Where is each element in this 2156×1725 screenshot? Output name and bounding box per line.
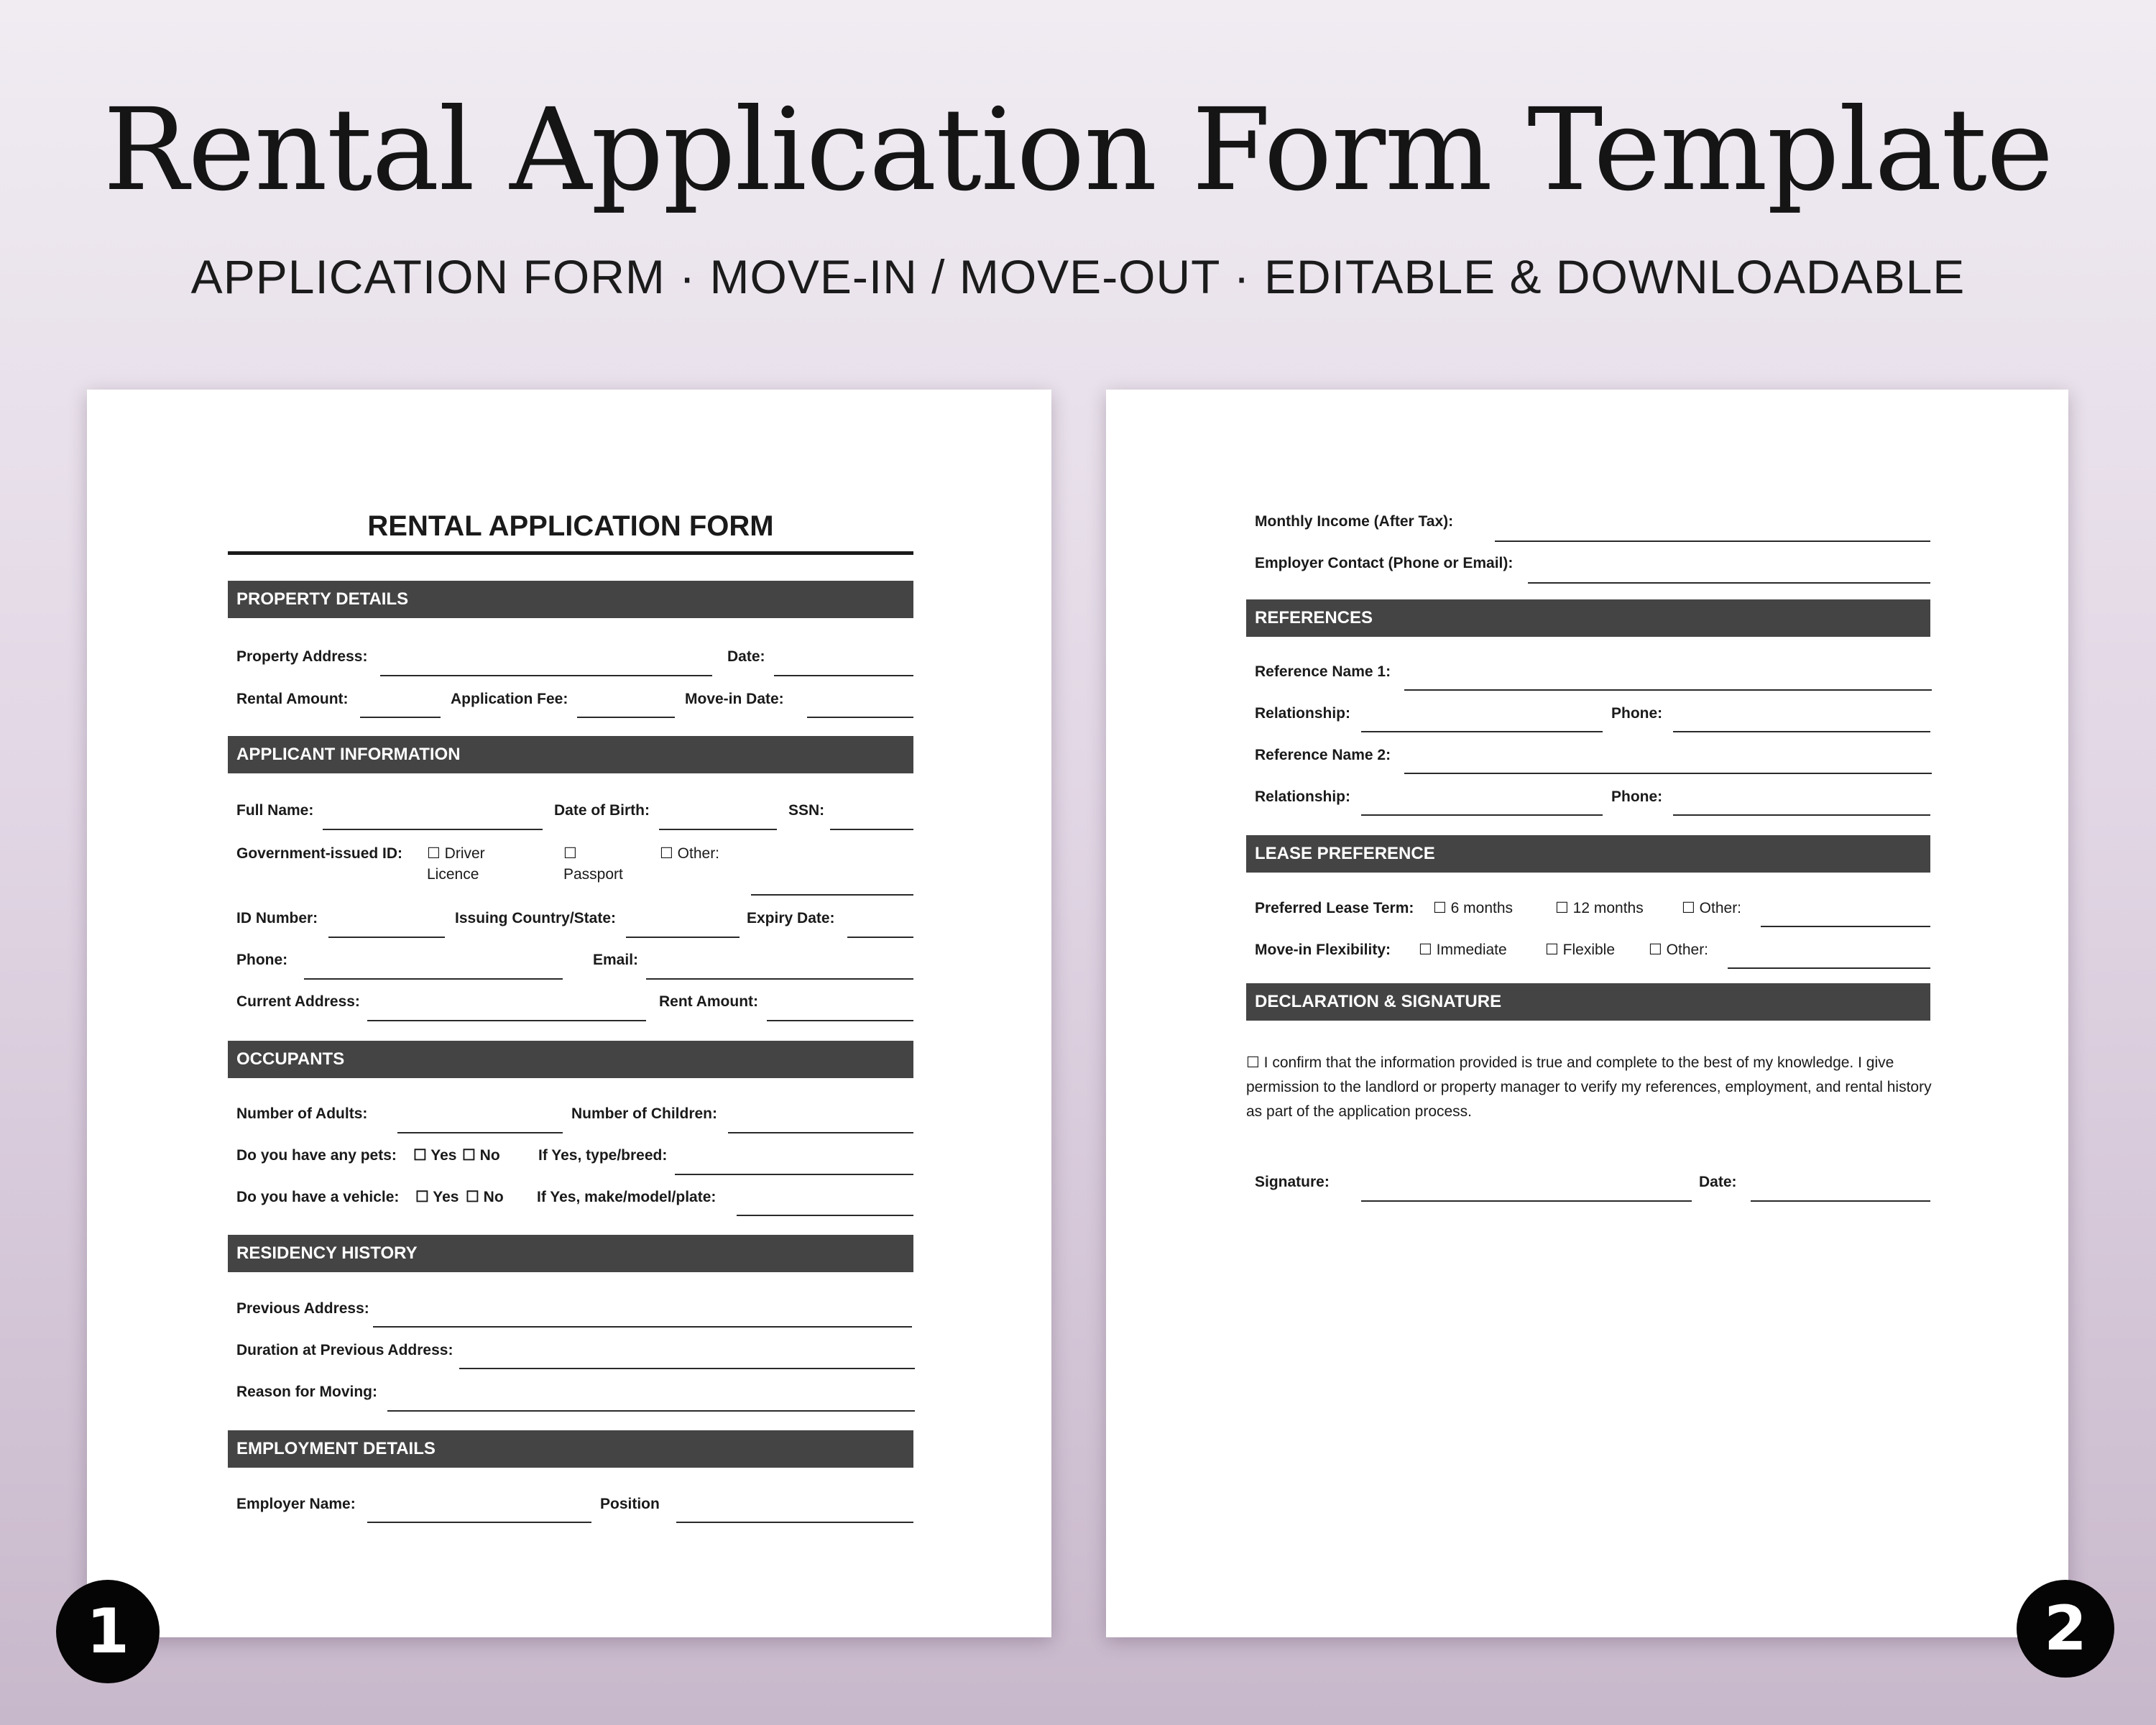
lease-other-checkbox[interactable]: ☐ Other: (1682, 900, 1742, 916)
previous-address-label: Previous Address: (236, 1300, 369, 1317)
phone-1-label: Phone: (1611, 705, 1663, 722)
date-field[interactable] (774, 675, 913, 676)
driver-licence-checkbox[interactable]: ☐ Driver (427, 845, 485, 862)
current-address-field[interactable] (367, 1020, 646, 1021)
form-page-1 (87, 390, 1051, 1637)
move-in-date-label: Move-in Date: (685, 691, 784, 707)
section-residency-history: RESIDENCY HISTORY (228, 1235, 913, 1272)
email-label: Email: (593, 952, 639, 968)
id-number-field[interactable] (328, 937, 445, 938)
employer-contact-label: Employer Contact (Phone or Email): (1255, 555, 1514, 571)
id-other-field[interactable] (751, 894, 913, 896)
six-months-checkbox[interactable]: ☐ 6 months (1433, 900, 1514, 916)
ssn-label: SSN: (788, 802, 825, 819)
lease-term-label: Preferred Lease Term: (1255, 900, 1414, 916)
rent-amount-field[interactable] (767, 1020, 913, 1021)
flexibility-other-field[interactable] (1728, 967, 1930, 969)
phone-1-field[interactable] (1673, 731, 1930, 732)
property-address-field[interactable] (380, 675, 712, 676)
section-declaration-signature: DECLARATION & SIGNATURE (1246, 983, 1930, 1021)
relationship-1-label: Relationship: (1255, 705, 1351, 722)
number-of-children-field[interactable] (728, 1132, 913, 1133)
form-title: RENTAL APPLICATION FORM (228, 508, 913, 555)
phone-field[interactable] (304, 978, 563, 980)
issuing-country-label: Issuing Country/State: (455, 910, 617, 926)
reference-name-2-label: Reference Name 2: (1255, 747, 1391, 763)
number-of-children-label: Number of Children: (571, 1105, 717, 1122)
employer-contact-field[interactable] (1528, 582, 1930, 584)
passport-checkbox[interactable]: ☐ (563, 845, 577, 862)
government-id-label: Government-issued ID: (236, 845, 403, 862)
full-name-label: Full Name: (236, 802, 314, 819)
banner-subtitle: APPLICATION FORM · MOVE-IN / MOVE-OUT · EDITABLE & DOWNLOADABLE (190, 250, 1966, 303)
reason-for-moving-field[interactable] (387, 1410, 915, 1412)
date-of-birth-label: Date of Birth: (554, 802, 650, 819)
ssn-field[interactable] (830, 829, 913, 830)
section-employment-details: EMPLOYMENT DETAILS (228, 1430, 913, 1468)
flexible-checkbox[interactable]: ☐ Flexible (1545, 942, 1616, 958)
immediate-checkbox[interactable]: ☐ Immediate (1419, 942, 1507, 958)
move-in-date-field[interactable] (807, 717, 913, 718)
page-number-badge-1: 1 (56, 1580, 160, 1683)
date-of-birth-field[interactable] (659, 829, 777, 830)
previous-address-field[interactable] (373, 1326, 912, 1328)
expiry-date-label: Expiry Date: (747, 910, 835, 926)
reason-for-moving-label: Reason for Moving: (236, 1384, 378, 1400)
lease-other-field[interactable] (1761, 926, 1930, 927)
relationship-2-field[interactable] (1361, 814, 1603, 816)
number-of-adults-label: Number of Adults: (236, 1105, 368, 1122)
position-field[interactable] (676, 1522, 913, 1523)
flexibility-other-checkbox[interactable]: ☐ Other: (1649, 942, 1709, 958)
reference-name-1-label: Reference Name 1: (1255, 663, 1391, 680)
section-occupants: OCCUPANTS (228, 1041, 913, 1078)
relationship-1-field[interactable] (1361, 731, 1603, 732)
email-field[interactable] (646, 978, 913, 980)
reference-name-2-field[interactable] (1404, 773, 1932, 774)
pets-no-checkbox[interactable]: ☐ No (462, 1147, 500, 1164)
full-name-field[interactable] (323, 829, 543, 830)
application-fee-field[interactable] (577, 717, 675, 718)
signature-date-field[interactable] (1751, 1200, 1930, 1202)
move-in-flexibility-label: Move-in Flexibility: (1255, 942, 1391, 958)
current-address-label: Current Address: (236, 993, 360, 1010)
expiry-date-field[interactable] (847, 937, 913, 938)
phone-label: Phone: (236, 952, 288, 968)
section-applicant-information: APPLICANT INFORMATION (228, 736, 913, 773)
id-other-checkbox[interactable]: ☐ Other: (660, 845, 720, 862)
rental-amount-field[interactable] (360, 717, 441, 718)
issuing-country-field[interactable] (626, 937, 740, 938)
vehicle-yes-checkbox[interactable]: ☐ Yes (415, 1189, 459, 1205)
vehicle-no-checkbox[interactable]: ☐ No (466, 1189, 504, 1205)
duration-label: Duration at Previous Address: (236, 1342, 453, 1358)
pets-label: Do you have any pets: (236, 1147, 397, 1164)
driver-licence-label: Licence (427, 866, 479, 883)
pets-type-field[interactable] (675, 1174, 913, 1175)
section-property-details: PROPERTY DETAILS (228, 581, 913, 618)
monthly-income-label: Monthly Income (After Tax): (1255, 513, 1454, 530)
vehicle-label: Do you have a vehicle: (236, 1189, 400, 1205)
section-lease-preference: LEASE PREFERENCE (1246, 835, 1930, 873)
pets-type-label: If Yes, type/breed: (538, 1147, 668, 1164)
rent-amount-label: Rent Amount: (659, 993, 759, 1010)
twelve-months-checkbox[interactable]: ☐ 12 months (1555, 900, 1644, 916)
property-address-label: Property Address: (236, 648, 368, 665)
phone-2-label: Phone: (1611, 788, 1663, 805)
vehicle-detail-label: If Yes, make/model/plate: (537, 1189, 717, 1205)
reference-name-1-field[interactable] (1404, 689, 1932, 691)
rental-amount-label: Rental Amount: (236, 691, 349, 707)
monthly-income-field[interactable] (1495, 540, 1930, 542)
phone-2-field[interactable] (1673, 814, 1930, 816)
passport-label: Passport (563, 866, 623, 883)
form-page-2 (1106, 390, 2068, 1637)
signature-date-label: Date: (1699, 1174, 1737, 1190)
pets-yes-checkbox[interactable]: ☐ Yes (413, 1147, 457, 1164)
vehicle-detail-field[interactable] (737, 1215, 913, 1216)
application-fee-label: Application Fee: (451, 691, 568, 707)
relationship-2-label: Relationship: (1255, 788, 1351, 805)
id-number-label: ID Number: (236, 910, 318, 926)
date-label: Date: (727, 648, 765, 665)
page-number-badge-2: 2 (2017, 1580, 2114, 1678)
duration-field[interactable] (459, 1368, 915, 1369)
position-label: Position (600, 1496, 660, 1512)
employer-name-label: Employer Name: (236, 1496, 356, 1512)
declaration-text[interactable]: ☐ I confirm that the information provided is true and complete to the best of my knowledge. I give permission to the landlord or property manager to verify my references, employment, and rental history as part of the application process. (1246, 1054, 1932, 1120)
banner-title: Rental Application Form Template (103, 84, 2053, 216)
signature-field[interactable] (1361, 1200, 1692, 1202)
section-references: REFERENCES (1246, 599, 1930, 637)
signature-label: Signature: (1255, 1174, 1330, 1190)
number-of-adults-field[interactable] (397, 1132, 563, 1133)
employer-name-field[interactable] (367, 1522, 591, 1523)
